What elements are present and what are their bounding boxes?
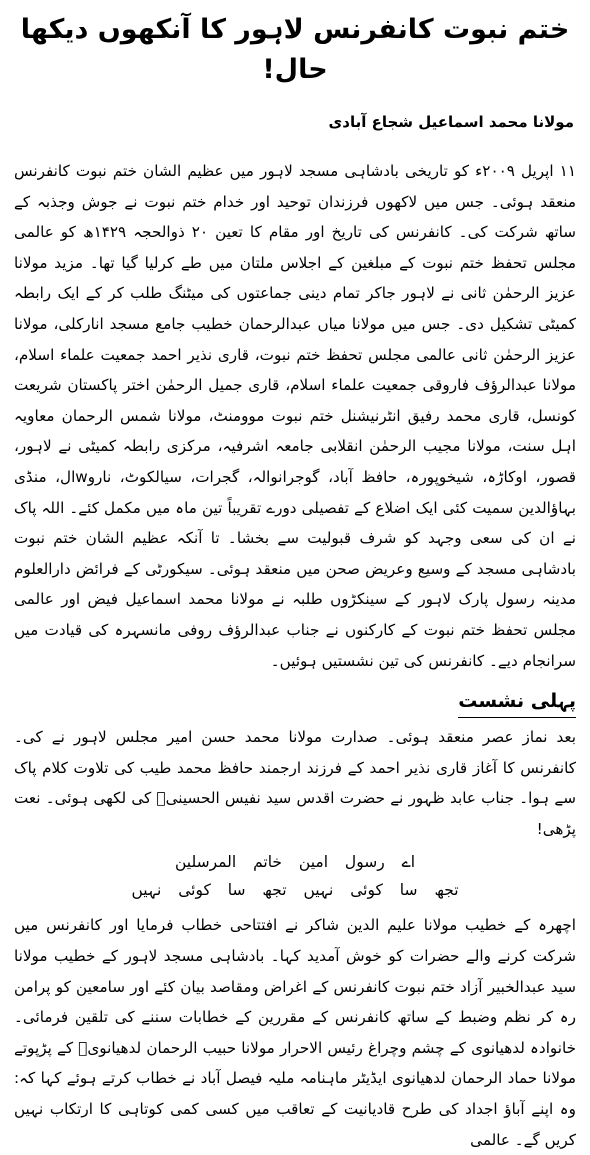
intro-paragraph: ۱۱ اپریل ۲۰۰۹ء کو تاریخی بادشاہی مسجد لاہور میں عظیم الشان ختم نبوت کانفرنس منعقد ہوئی۔ جس میں لاکھوں فرزندان توحید اور خدام ختم نبوت نے جوش وجذبہ کے ساتھ شرکت کی۔ کانفرنس کی تاریخ اور مقام کا تعین ۲۰ ذوالحجہ ۱۴۲۹ھ کو عالمی مجلس تحفظ ختم نبوت کے مبلغین کے اجلاس ملتان میں طے کرلیا گیا تھا۔ مزید مولانا عزیز الرحمٰن ثانی نے لاہور جاکر تمام دینی جماعتوں کی میٹنگ طلب کر کے ایک رابطہ کمیٹی تشکیل دی۔ جس میں مولانا میاں عبدالرحمان خطیب جامع مسجد انارکلی، مولانا عزیز الرحمٰن ثانی عالمی مجلس تحفظ ختم نبوت، قاری نذیر احمد جمعیت علماء اسلام، مولانا عبدالرؤف فاروقی جمعیت علماء اسلام، قاری جمیل الرحمٰن اختر پاکستان شریعت کونسل، قاری محمد رفیق انٹرنیشنل ختم نبوت موومنٹ، مولانا شمس الرحمان معاویہ اہل سنت، مولانا مجیب الرحمٰن انقلابی جامعہ اشرفیہ، مرکزی رابطہ کمیٹی نے لاہور، قصور، اوکاڑہ، شیخوپورہ، حافظ آباد، گوجرانوالہ، گجرات، سیالکوٹ، ناروwال، منڈی بہاؤالدین سمیت کئی ایک اضلاع کے تفصیلی دورے تقریباً تین ماہ میں مکمل کئے۔ اللہ پاک نے ان کی سعی وجہد کو شرف قبولیت سے بخشا۔ تا آنکہ عظیم الشان ختم نبوت بادشاہی مسجد کے وسیع وعریض صحن میں منعقد ہوئی۔ سیکورٹی کے فرائض دارالعلوم مدینہ رسول پارک لاہور کے سینکڑوں طلبہ نے مولانا محمد اسماعیل فیض اور عالمی مجلس تحفظ ختم نبوت کے کارکنوں نے جناب عبدالرؤف روفی مانسہرہ کی قیادت میں سرانجام دیے۔ کانفرنس کی تین نشستیں ہوئیں۔ xyxy=(14,162,576,670)
session-paragraph: بعد نماز عصر منعقد ہوئی۔ صدارت مولانا محمد حسن امیر مجلس لاہور نے کی۔ کانفرنس کا آغاز قاری نذیر احمد کے فرزند ارجمند حافظ محمد طیب کی تلاوت کلام پاک سے ہوا۔ جناب عابد ظہور نے حضرت اقدس سید نفیس الحسینیؒ کی لکھی ہوئی۔ نعت پڑھی! xyxy=(14,728,576,838)
closing-paragraph: اچھرہ کے خطیب مولانا علیم الدین شاکر نے افتتاحی خطاب فرمایا اور کانفرنس میں شرکت کرنے والے حضرات کو خوش آمدید کہا۔ بادشاہی مسجد لاہور کے خطیب مولانا سید عبدالخبیر آزاد ختم نبوت کانفرنس کے اغراض ومقاصد بیان کئے اور سامعین کو پرامن رہ کر نظم وضبط کے ساتھ کانفرنس کے مقررین کے خطابات سننے کی تلقین فرمائی۔ خانوادہ لدھیانوی کے چشم وچراغ رئیس الاحرار مولانا حبیب الرحمان لدھیانویؒ کے پڑپوتے مولانا حماد الرحمان لدھیانوی ایڈیٹر ماہنامہ ملیہ فیصل آباد نے خطاب کرتے ہوئے کہا کہ: وہ اپنے آباؤ اجداد کی طرح قادیانیت کے تعاقب میں کسی کمی کوتاہی کا ارتکاب نہیں کریں گے۔ عالمی xyxy=(14,916,576,1149)
poem-line-2: تجھ سا کوئی نہیں تجھ سا کوئی نہیں xyxy=(131,881,459,900)
article-title: ختم نبوت کانفرنس لاہور کا آنکھوں دیکھا حال! xyxy=(20,14,570,85)
poem-line-1: اے رسول امین خاتم المرسلین xyxy=(175,853,415,872)
section-heading: پہلی نشست xyxy=(458,686,576,718)
article-author: مولانا محمد اسماعیل شجاع آبادی xyxy=(328,113,574,131)
poem-block xyxy=(12,848,578,904)
